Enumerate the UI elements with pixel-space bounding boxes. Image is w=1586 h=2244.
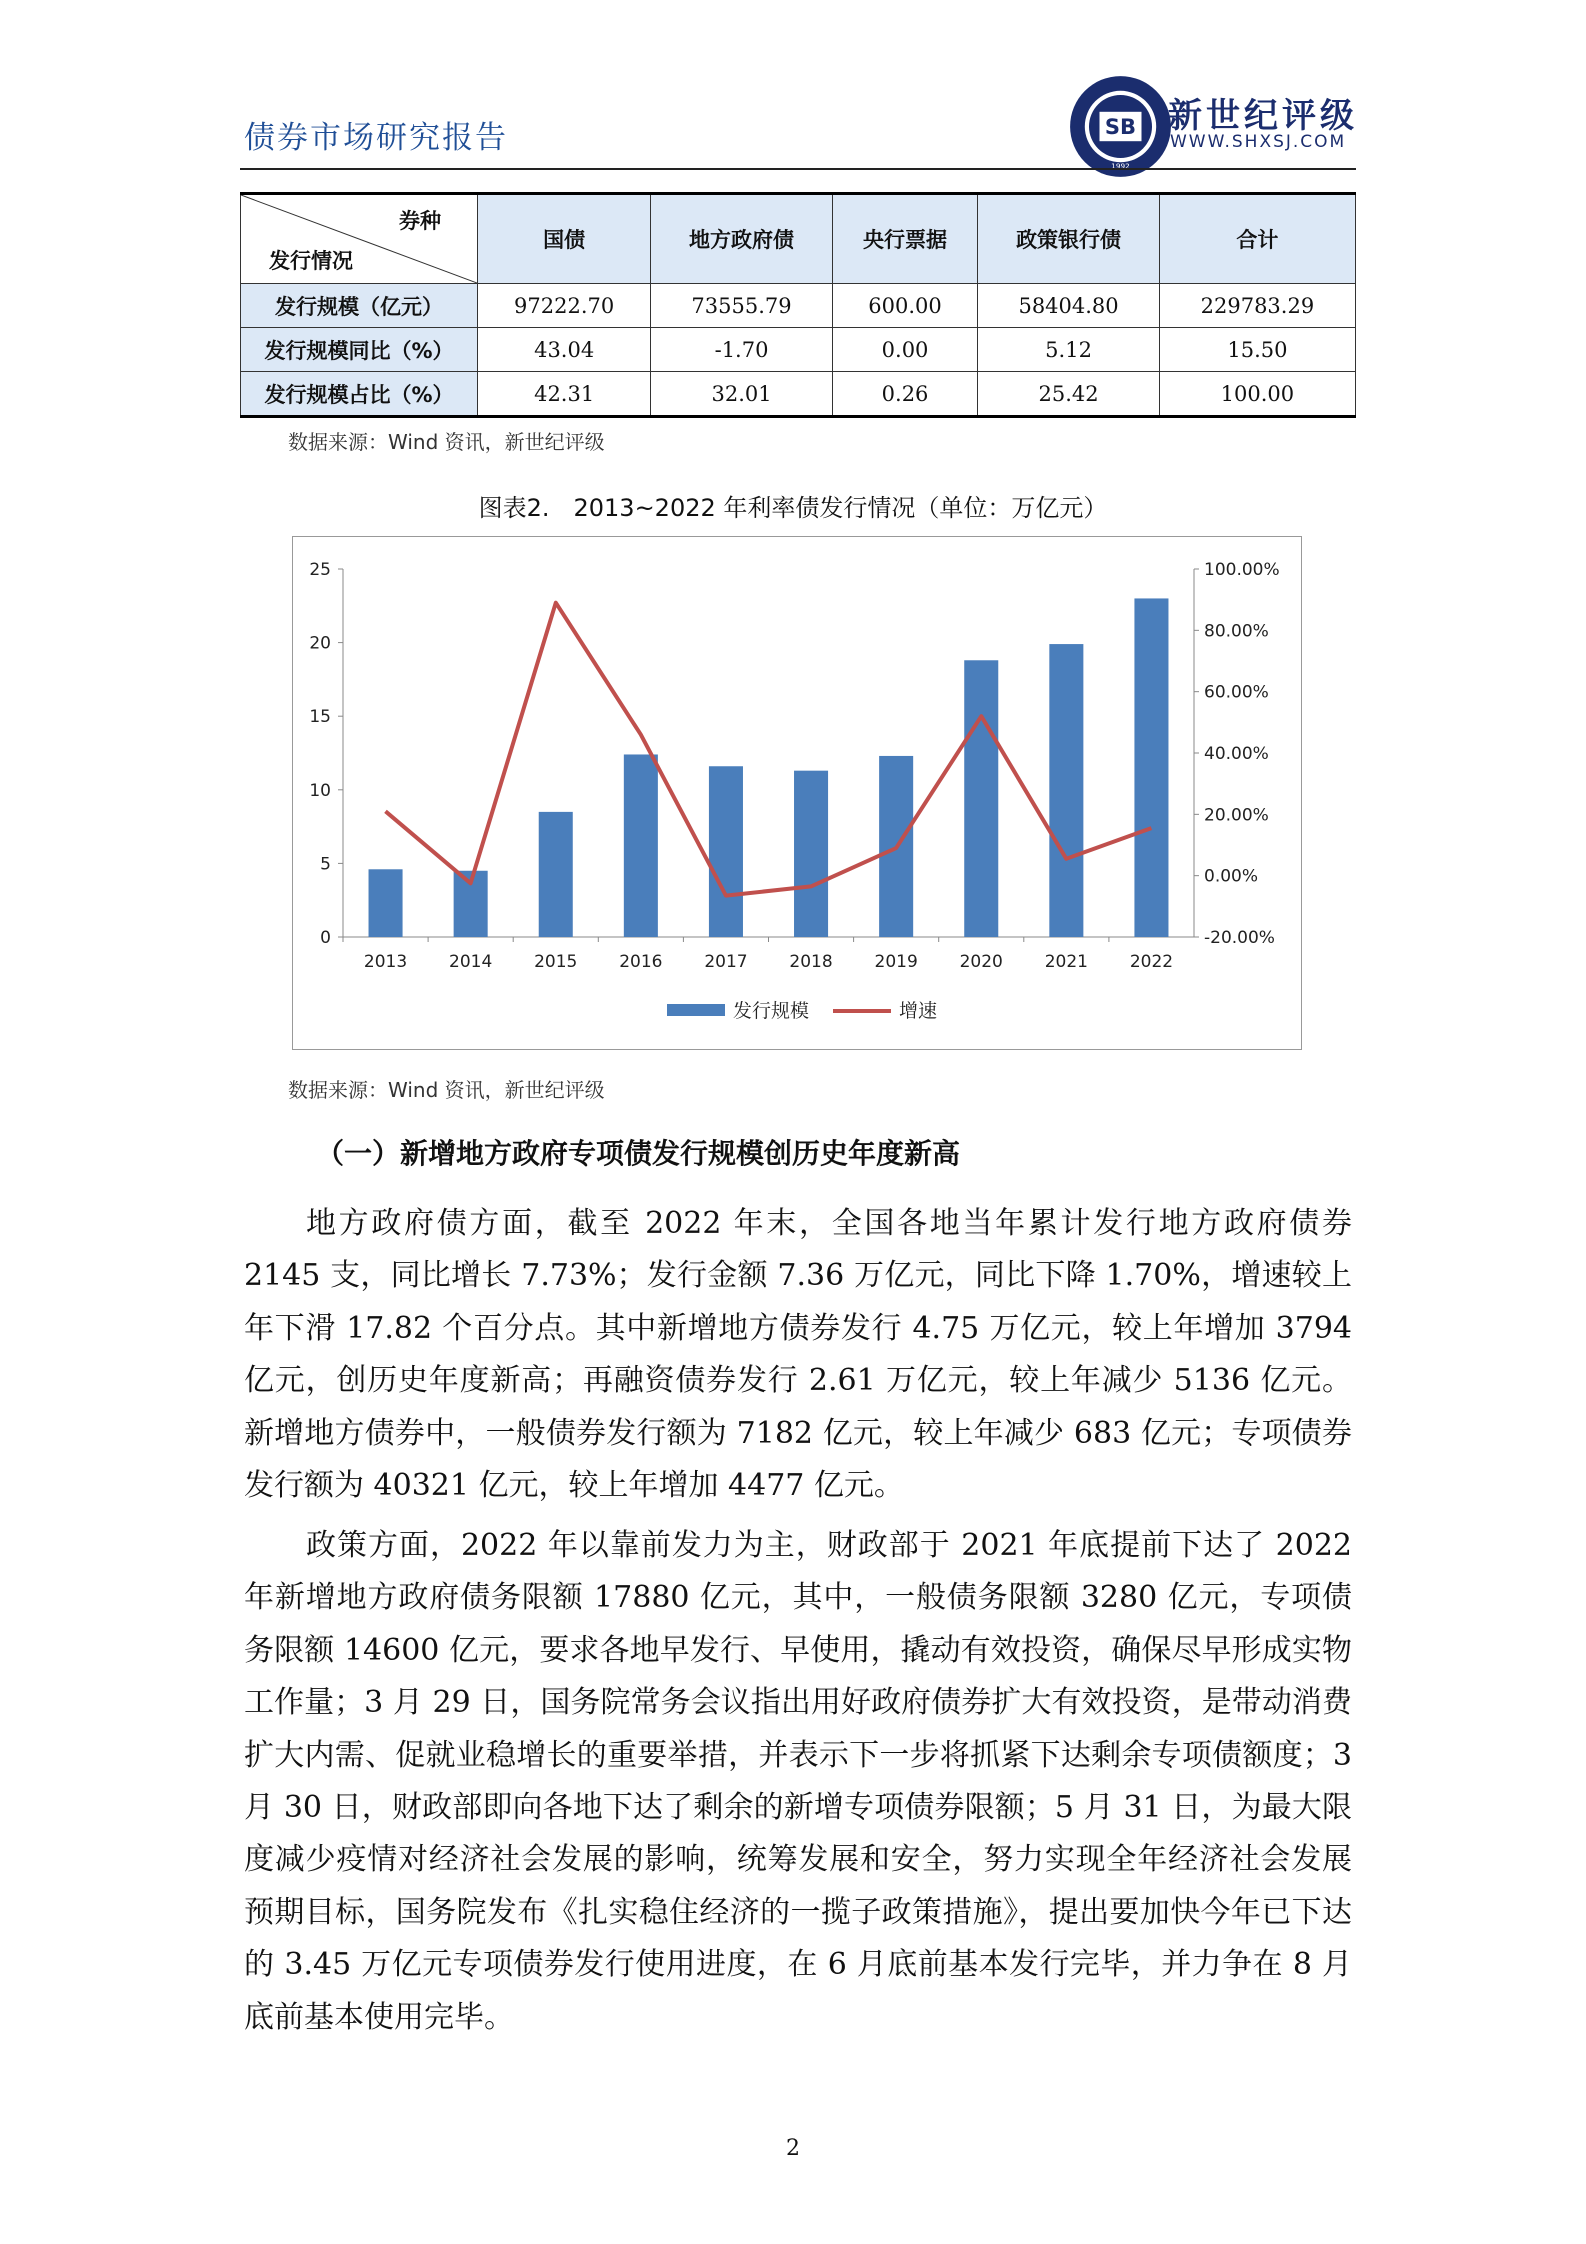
y-left-tick-label: 10 xyxy=(309,780,331,801)
table-cell: 5.12 xyxy=(978,328,1160,372)
growth-line xyxy=(386,603,1152,896)
header-divider xyxy=(240,168,1356,170)
section-heading: （一）新增地方政府专项债发行规模创历史年度新高 xyxy=(316,1137,961,1170)
table-cell: 42.31 xyxy=(478,372,651,417)
column-header: 合计 xyxy=(1159,194,1355,284)
y-right-tick-label: 40.00% xyxy=(1204,744,1269,764)
bar-2022 xyxy=(1134,598,1168,937)
table-cell: 43.04 xyxy=(478,328,651,372)
table-cell: 600.00 xyxy=(832,284,978,328)
table-cell: 97222.70 xyxy=(478,284,651,328)
chart-caption: 图表2. 2013~2022 年利率债发行情况（单位：万亿元） xyxy=(478,494,1108,522)
page-number: 2 xyxy=(786,2136,800,2161)
row-label: 发行规模占比（%） xyxy=(241,372,478,417)
bar-2015 xyxy=(539,812,573,937)
table-corner-cell xyxy=(241,194,478,284)
logo-mark: SB xyxy=(1104,114,1137,139)
column-header: 政策银行债 xyxy=(978,194,1160,284)
bar-2017 xyxy=(709,766,743,937)
table-cell: 58404.80 xyxy=(978,284,1160,328)
legend-label-bars: 发行规模 xyxy=(733,1000,810,1022)
y-right-tick-label: 80.00% xyxy=(1204,621,1269,642)
table-source-note: 数据来源：Wind 资讯，新世纪评级 xyxy=(288,430,605,454)
table-row xyxy=(241,328,1356,372)
x-tick-label: 2020 xyxy=(959,952,1003,972)
table-cell: 100.00 xyxy=(1159,372,1355,417)
x-tick-label: 2016 xyxy=(619,952,663,972)
column-header: 地方政府债 xyxy=(651,194,833,284)
y-right-tick-label: 100.00% xyxy=(1204,560,1280,580)
report-title: 债券市场研究报告 xyxy=(244,120,508,156)
chart-canvas xyxy=(293,537,1301,1049)
y-left-tick-label: 15 xyxy=(309,707,331,728)
x-tick-label: 2019 xyxy=(874,952,918,972)
chart-source-note: 数据来源：Wind 资讯，新世纪评级 xyxy=(288,1078,605,1102)
corner-top-label: 券种 xyxy=(399,209,441,233)
y-right-tick-label: -20.00% xyxy=(1204,928,1275,948)
table-cell: 25.42 xyxy=(978,372,1160,417)
company-logo xyxy=(1068,74,1173,179)
x-tick-label: 2017 xyxy=(704,952,748,972)
table-cell: 32.01 xyxy=(651,372,833,417)
table-cell: -1.70 xyxy=(651,328,833,372)
paragraph: 地方政府债方面，截至 2022 年末，全国各地当年累计发行地方政府债券 2145 支，同比增长 7.73%；发行金额 7.36 万亿元，同比下降 1.70%，增速较上年下滑 17.82 个百分点。其中新增地方债券发行 4.75 万亿元，较上年增加 3794 亿元，创历史年度新高；再融资债券发行 2.61 万亿元，较上年减少 5136 亿元。新增地方债券中，一般债券发行额为 7182 亿元，较上年减少 683 亿元；专项债券发行额为 40321 亿元，较上年增加 4477 亿元。 xyxy=(244,1206,1352,1504)
x-tick-label: 2018 xyxy=(789,952,833,972)
brand-url: WWW.SHXSJ.COM xyxy=(1170,132,1347,152)
table-cell: 0.26 xyxy=(832,372,978,417)
legend-label-line: 增速 xyxy=(899,1000,938,1022)
x-tick-label: 2015 xyxy=(534,952,578,972)
table-cell: 0.00 xyxy=(832,328,978,372)
y-right-tick-label: 20.00% xyxy=(1204,805,1269,826)
column-header: 国债 xyxy=(478,194,651,284)
chart-frame xyxy=(292,536,1302,1050)
bar-2018 xyxy=(794,771,828,937)
x-tick-label: 2021 xyxy=(1044,952,1088,972)
table-cell: 229783.29 xyxy=(1159,284,1355,328)
row-label: 发行规模同比（%） xyxy=(241,328,478,372)
y-right-tick-label: 60.00% xyxy=(1204,682,1269,703)
table-row xyxy=(241,372,1356,417)
y-right-tick-label: 0.00% xyxy=(1204,866,1259,887)
y-left-tick-label: 5 xyxy=(320,854,331,875)
paragraph: 政策方面，2022 年以靠前发力为主，财政部于 2021 年底提前下达了 2022 年新增地方政府债务限额 17880 亿元，其中，一般债务限额 3280 亿元，专项债务限额 14600 亿元，要求各地早发行、早使用，撬动有效投资，确保尽早形成实物工作量；3 月 29 日，国务院常务会议指出用好政府债券扩大有效投资，是带动消费扩大内需、促就业稳增长的重要举措，并表示下一步将抓紧下达剩余专项债额度；3 月 30 日，财政部即向各地下达了剩余的新增专项债券限额；5 月 31 日，为最大限度减少疫情对经济社会发展的影响，统筹发展和安全，努力实现全年经济社会发展预期目标，国务院发布《扎实稳住经济的一揽子政策措施》，提出要加快今年已下达的 3.45 万亿元专项债券发行使用进度，在 6 月底前基本发行完毕，并力争在 8 月底前基本使用完毕。 xyxy=(244,1528,1352,2035)
x-tick-label: 2013 xyxy=(363,952,408,972)
column-header: 央行票据 xyxy=(832,194,978,284)
legend-swatch-bars xyxy=(667,1004,725,1016)
bar-2020 xyxy=(964,660,998,937)
table-cell: 15.50 xyxy=(1159,328,1355,372)
issuance-table xyxy=(240,192,1356,418)
table-cell: 73555.79 xyxy=(651,284,833,328)
brand-name: 新世纪评级 xyxy=(1168,96,1358,136)
bar-2021 xyxy=(1049,644,1083,937)
y-left-tick-label: 25 xyxy=(309,560,331,580)
y-left-tick-label: 20 xyxy=(309,633,331,654)
bar-2016 xyxy=(624,754,658,937)
bar-2013 xyxy=(369,869,403,937)
x-tick-label: 2014 xyxy=(449,952,493,972)
y-left-tick-label: 0 xyxy=(320,928,331,948)
logo-year: 1992 xyxy=(1111,161,1130,171)
corner-bottom-label: 发行情况 xyxy=(269,249,353,273)
row-label: 发行规模（亿元） xyxy=(241,284,478,328)
table-row xyxy=(241,284,1356,328)
table-header-row xyxy=(241,194,1356,284)
x-tick-label: 2022 xyxy=(1129,952,1174,972)
